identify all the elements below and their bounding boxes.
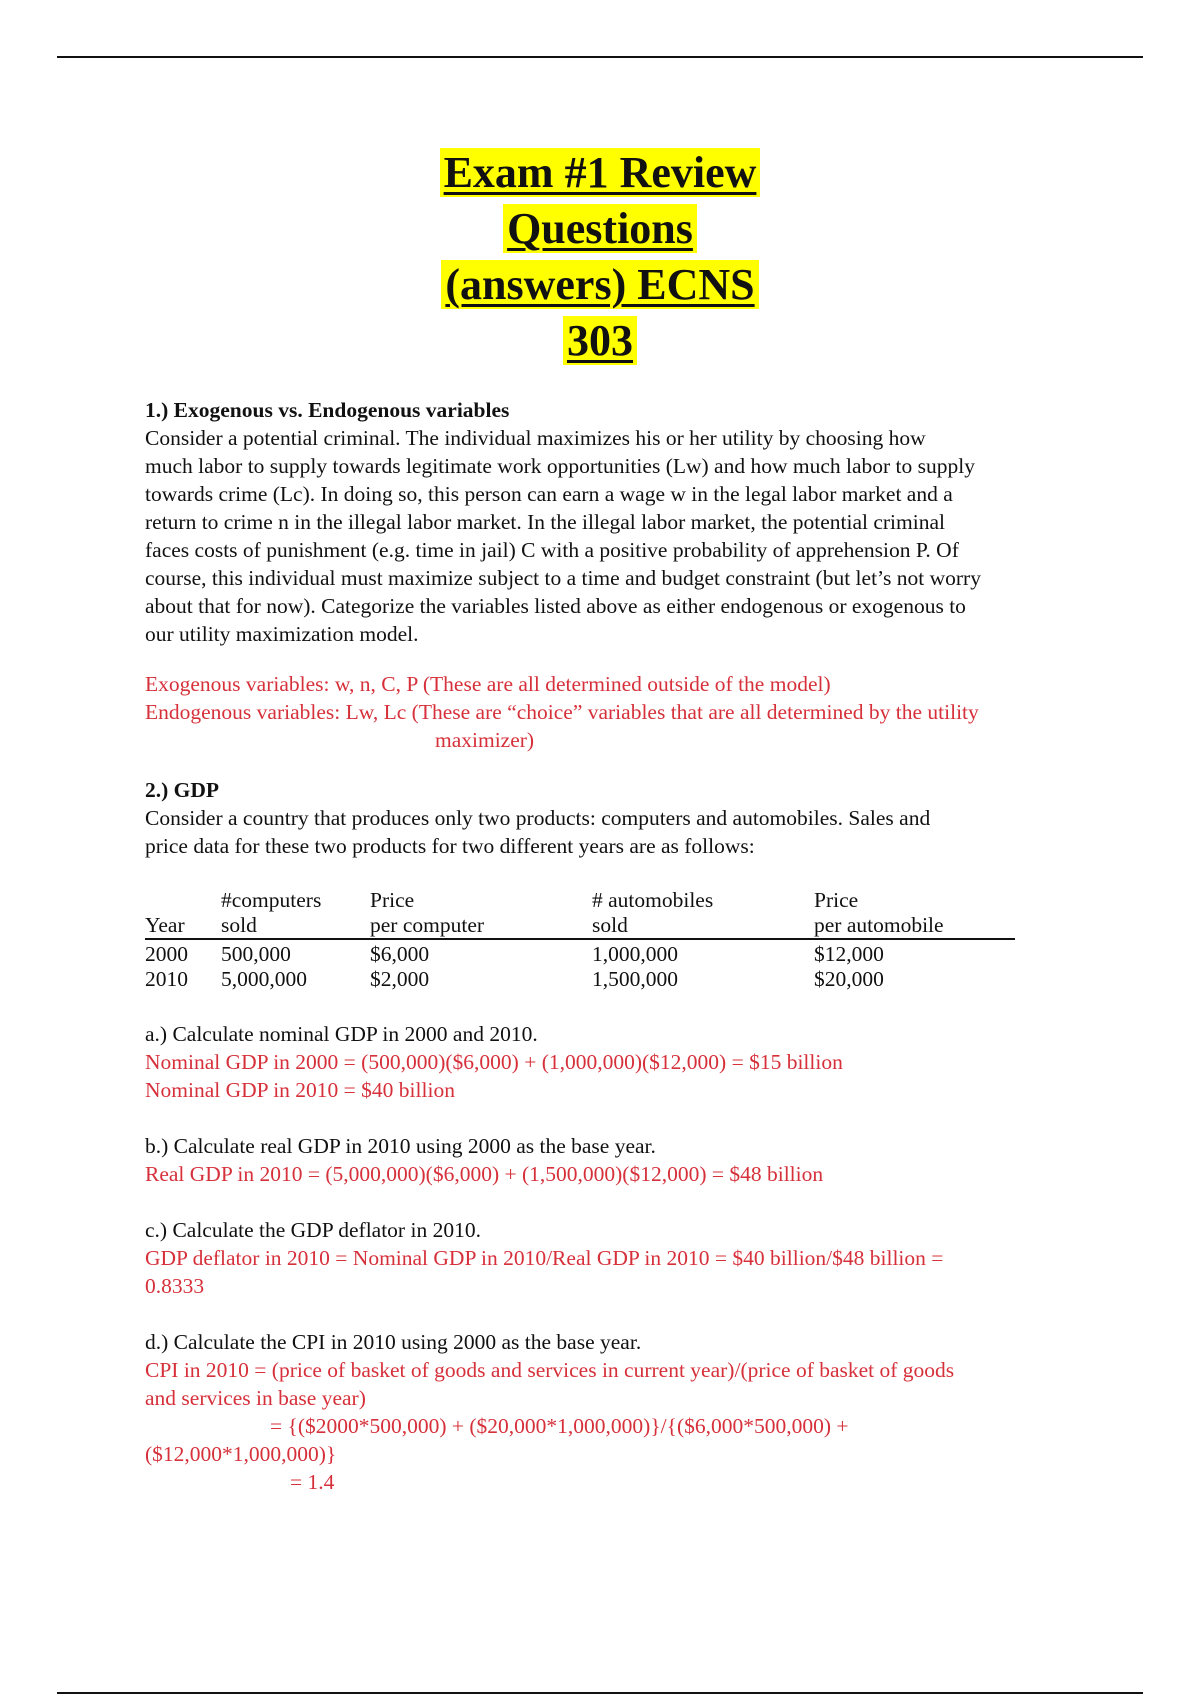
- part-d-answer: ($12,000*1,000,000)}: [145, 1442, 337, 1466]
- question-1-text-line: about that for now). Categorize the variables listed above as either endogenous or exogenous to: [145, 594, 966, 618]
- question-2-text-line: price data for these two products for two different years are as follows:: [145, 834, 755, 858]
- part-c-question: c.) Calculate the GDP deflator in 2010.: [145, 1218, 481, 1242]
- question-1-text-line: return to crime n in the illegal labor market. In the illegal labor market, the potential criminal: [145, 510, 945, 534]
- table-cell: 2000: [145, 942, 188, 966]
- part-c: [145, 1216, 1090, 1300]
- title-line-3: (answers) ECNS: [441, 260, 758, 309]
- question-1-text-line: faces costs of punishment (e.g. time in jail) C with a positive probability of apprehension P. Of: [145, 538, 959, 562]
- table-row: [145, 967, 1015, 992]
- question-1-text-line: our utility maximization model.: [145, 622, 419, 646]
- part-d-answer: = 1.4: [290, 1470, 335, 1494]
- table-cell: $12,000: [814, 942, 884, 966]
- header-price-per-computer: Price per computer: [370, 888, 592, 939]
- part-a-answer: Nominal GDP in 2010 = $40 billion: [145, 1078, 455, 1102]
- part-a: [145, 1020, 1090, 1104]
- table-cell: $2,000: [370, 967, 430, 991]
- question-2: [145, 776, 1090, 1496]
- header-price-per-automobile: Price per automobile: [814, 888, 1015, 939]
- question-1-heading: 1.) Exogenous vs. Endogenous variables: [145, 398, 510, 422]
- question-1-text-line: much labor to supply towards legitimate work opportunities (Lw) and how much labor to supply: [145, 454, 975, 478]
- answer-endogenous: Endogenous variables: Lw, Lc (These are “choice” variables that are all determined by the utility: [145, 700, 979, 724]
- table-cell: 2010: [145, 967, 188, 991]
- answer-endogenous-continued: maximizer): [435, 728, 535, 752]
- part-a-answer: Nominal GDP in 2000 = (500,000)($6,000) + (1,000,000)($12,000) = $15 billion: [145, 1050, 843, 1074]
- part-b-answer: Real GDP in 2010 = (5,000,000)($6,000) + (1,500,000)($12,000) = $48 billion: [145, 1162, 824, 1186]
- question-2-text-line: Consider a country that produces only two products: computers and automobiles. Sales and: [145, 806, 931, 830]
- question-1-text-line: course, this individual must maximize subject to a time and budget constraint (but let’s not worry: [145, 566, 981, 590]
- title-line-1: Exam #1 Review: [440, 148, 761, 197]
- part-b: [145, 1132, 1090, 1188]
- title-line-4: 303: [563, 316, 637, 365]
- part-d-question: d.) Calculate the CPI in 2010 using 2000 as the base year.: [145, 1330, 642, 1354]
- question-2-heading: 2.) GDP: [145, 778, 220, 802]
- part-d-answer: and services in base year): [145, 1386, 366, 1410]
- part-d-answer: CPI in 2010 = (price of basket of goods and services in current year)/(price of basket of goods: [145, 1358, 955, 1382]
- table-cell: 5,000,000: [221, 967, 307, 991]
- document-body: [145, 396, 1090, 1496]
- part-b-question: b.) Calculate real GDP in 2010 using 2000 as the base year.: [145, 1134, 656, 1158]
- table-cell: 500,000: [221, 942, 291, 966]
- part-d-answer: = {($2000*500,000) + ($20,000*1,000,000)}/{($6,000*500,000) +: [270, 1414, 849, 1438]
- answer-exogenous: Exogenous variables: w, n, C, P (These are all determined outside of the model): [145, 672, 831, 696]
- table-cell: $20,000: [814, 967, 884, 991]
- part-a-question: a.) Calculate nominal GDP in 2000 and 2010.: [145, 1022, 538, 1046]
- table-row: [145, 939, 1015, 967]
- part-d: [145, 1328, 1090, 1496]
- table-cell: 1,500,000: [592, 967, 678, 991]
- question-1: [145, 396, 1090, 754]
- part-c-answer: 0.8333: [145, 1274, 205, 1298]
- bottom-rule: [57, 1692, 1143, 1694]
- question-1-text-line: towards crime (Lc). In doing so, this person can earn a wage w in the legal labor market and a: [145, 482, 953, 506]
- header-automobiles-sold: # automobiles sold: [592, 888, 814, 939]
- table-cell: 1,000,000: [592, 942, 678, 966]
- top-rule: [57, 56, 1143, 58]
- question-1-text-line: Consider a potential criminal. The individual maximizes his or her utility by choosing how: [145, 426, 926, 450]
- table-header-row: [145, 888, 1015, 939]
- part-c-answer: GDP deflator in 2010 = Nominal GDP in 2010/Real GDP in 2010 = $40 billion/$48 billion =: [145, 1246, 944, 1270]
- header-year: Year: [145, 888, 221, 939]
- title-line-2: Questions: [503, 204, 697, 253]
- header-computers-sold: #computers sold: [221, 888, 370, 939]
- sales-price-table: [145, 888, 1015, 992]
- table-cell: $6,000: [370, 942, 430, 966]
- document-title: [0, 145, 1200, 369]
